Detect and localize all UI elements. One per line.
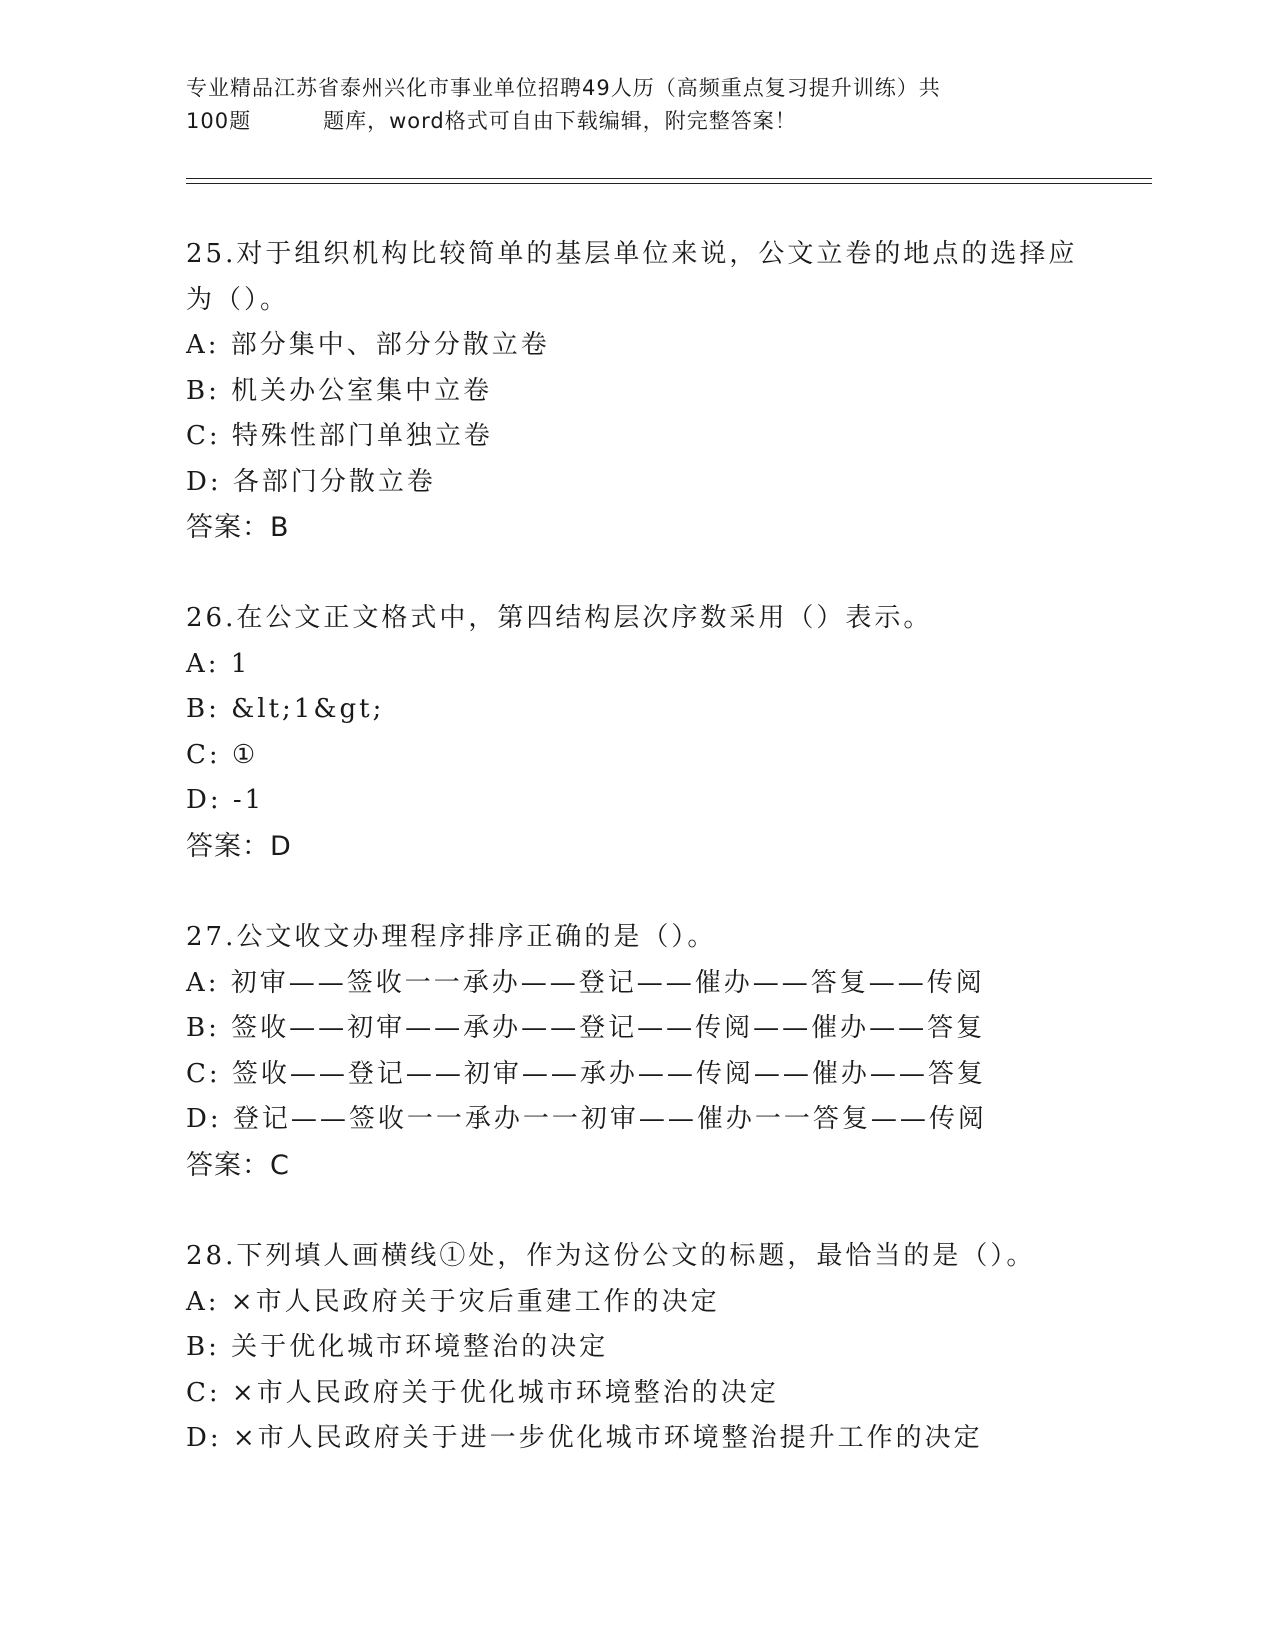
option-a: A: 部分集中、部分分散立卷	[186, 330, 550, 360]
question-26	[186, 596, 1086, 869]
header-divider-bottom	[186, 183, 1152, 184]
option-d: D: ×市人民政府关于进一步优化城市环境整治提升工作的决定	[186, 1423, 983, 1453]
header-subtitle: 题库，word格式可自由下载编辑，附完整答案！	[323, 109, 797, 133]
option-a: A: 1	[186, 648, 251, 679]
question-stem: 28.下列填人画横线①处，作为这份公文的标题，最恰当的是（）。	[186, 1241, 1036, 1271]
option-b: B: 机关办公室集中立卷	[186, 375, 493, 406]
question-25	[186, 232, 1086, 551]
header-title-line1: 专业精品江苏省泰州兴化市事业单位招聘49人历（高频重点复习提升训练）共	[186, 76, 941, 100]
option-c: C: 签收——登记——初审——承办——传阅——催办——答复	[186, 1058, 986, 1089]
header-title-line2	[186, 105, 1086, 138]
question-stem: 26.在公文正文格式中，第四结构层次序数采用（）表示。	[186, 603, 933, 633]
question-stem: 25.对于组织机构比较简单的基层单位来说，公文立卷的地点的选择应	[186, 239, 1078, 269]
option-d: D: -1	[186, 785, 265, 815]
answer-line: 答案：D	[186, 830, 292, 862]
question-stem: 27.公文收文办理程序排序正确的是（）。	[186, 922, 717, 952]
option-b: B: &lt;1&gt;	[186, 694, 385, 724]
option-d: D: 登记——签收一一承办一一初审——催办一一答复——传阅	[186, 1104, 987, 1134]
option-c: C: ×市人民政府关于优化城市环境整治的决定	[186, 1377, 779, 1408]
header-question-count: 100题	[186, 109, 252, 133]
option-c: C: 特殊性部门单独立卷	[186, 421, 493, 451]
option-c: C: ①	[186, 739, 259, 770]
answer-line: 答案：C	[186, 1149, 290, 1181]
question-stem: 为（）。	[186, 284, 290, 315]
option-a: A: 初审——签收一一承办——登记——催办——答复——传阅	[186, 967, 985, 998]
option-d: D: 各部门分散立卷	[186, 466, 436, 497]
header-divider-top	[186, 178, 1152, 179]
option-b: B: 关于优化城市环境整治的决定	[186, 1332, 609, 1362]
answer-line: 答案：B	[186, 512, 290, 543]
question-28	[186, 1234, 1086, 1462]
question-27	[186, 915, 1086, 1188]
option-a: A: ×市人民政府关于灾后重建工作的决定	[186, 1286, 720, 1317]
option-b: B: 签收——初审——承办——登记——传阅——催办——答复	[186, 1013, 986, 1043]
document-header	[186, 72, 1086, 138]
